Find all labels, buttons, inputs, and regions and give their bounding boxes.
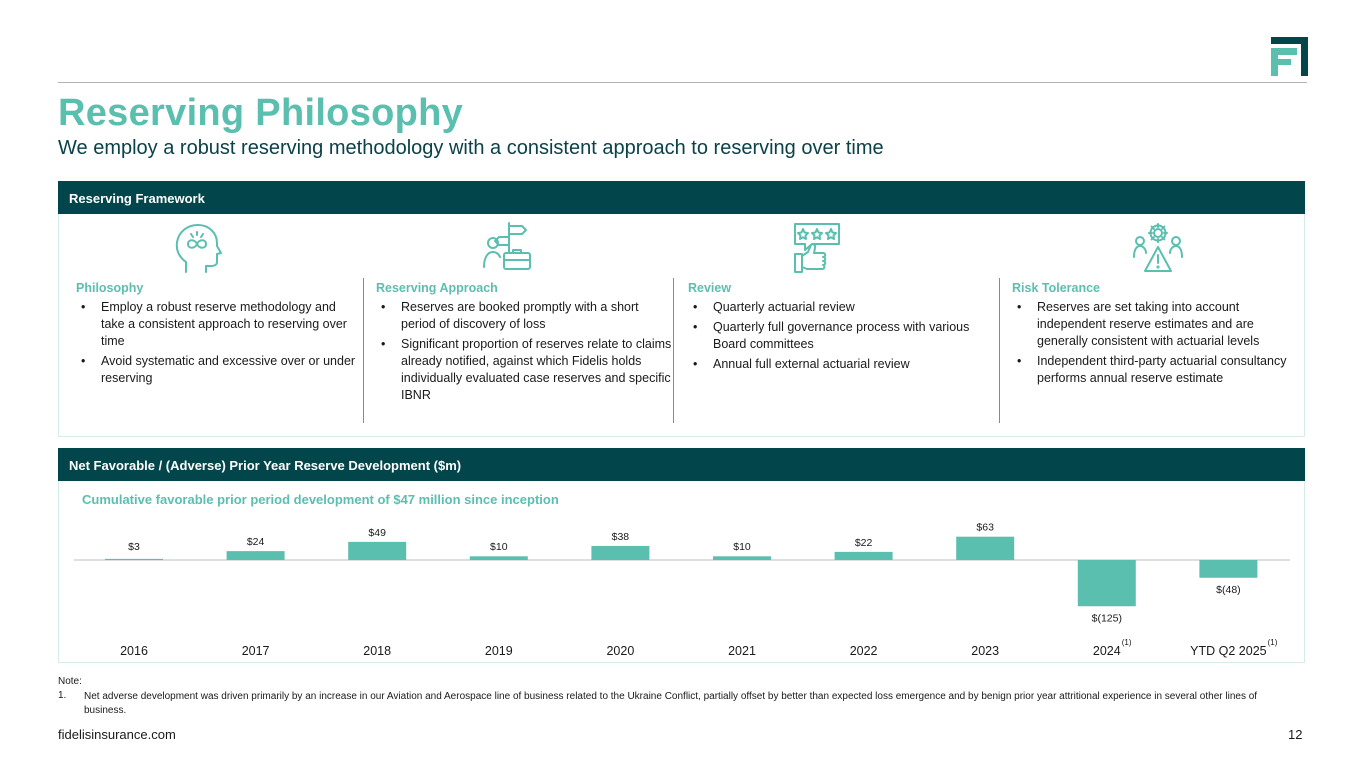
chart-bar [105,559,163,560]
chart-value-label: $10 [733,541,751,553]
chart-footnote-marker: (1) [1267,638,1278,647]
list-item: • Reserves are set taking into account independent reserve estimates and are generally consistent with actuarial levels [1012,299,1297,350]
page-subtitle: We employ a robust reserving methodology with a consistent approach to reserving over time [58,137,884,159]
chart-footnote-marker: (1) [1121,638,1132,647]
note-number: 1. [58,690,67,701]
reserving-framework-header: Reserving Framework [58,181,1305,214]
list-item: • Employ a robust reserve methodology and take a consistent approach to reserving over time [76,299,361,350]
chart-value-label: $49 [368,526,386,539]
chart-value-label: $38 [611,530,630,543]
list-item: • Reserves are booked promptly with a short period of discovery of loss [376,299,676,333]
column-divider [673,278,674,423]
chart-category-label: YTD Q2 2025 [1190,644,1267,658]
chart-category-label: 2021 [728,644,756,658]
chart-value-label: $10 [490,541,508,553]
risk-tolerance-list [1012,299,1297,390]
chart-caption: Cumulative favorable prior period development of $47 million since inception [82,492,559,507]
fidelis-logo-icon [1271,37,1308,76]
reserve-development-chart [70,512,1290,662]
chart-category-label: 2024 [1092,644,1121,658]
footer-website-link[interactable]: fidelisinsurance.com [58,727,176,742]
chart-bar [227,551,285,560]
list-item: • Avoid systematic and excessive over or under reserving [76,353,361,387]
chart-value-label: $(48) [1216,583,1241,596]
chart-bar [1199,560,1257,578]
reserve-development-header: Net Favorable / (Adverse) Prior Year Reserve Development ($m) [58,448,1305,481]
chart-value-label: $(125) [1091,612,1122,625]
chart-category-label: 2019 [484,644,513,658]
list-item: • Independent third-party actuarial consultancy performs annual reserve estimate [1012,353,1297,387]
list-item: • Quarterly actuarial review [688,299,988,316]
chart-category-label: 2018 [363,644,392,658]
page-number: 12 [1288,727,1303,742]
philosophy-list [76,299,361,390]
chart-bar [835,552,893,560]
list-item: • Annual full external actuarial review [688,356,988,373]
chart-bar [956,537,1014,560]
chart-bar [470,556,528,560]
head-infinity-icon [172,222,222,276]
chart-bar [1078,560,1136,606]
column-divider [363,278,364,423]
gear-people-warning-icon [1133,221,1183,275]
column-divider [999,278,1000,423]
chart-category-label: 2017 [241,644,270,658]
review-list [688,299,988,376]
signpost-briefcase-icon [482,221,532,275]
reserving-approach-list [376,299,676,407]
risk-tolerance-heading: Risk Tolerance [1012,281,1101,295]
note-heading: Note: [58,676,82,687]
chart-category-label: 2022 [849,644,878,658]
reserving-approach-heading: Reserving Approach [376,281,498,295]
review-heading: Review [688,281,732,295]
chart-category-label: 2016 [120,644,148,658]
chart-bar [713,556,771,560]
note-text: Net adverse development was driven primarily by an increase in our Aviation and Aerospace line of business related to the Ukraine Conflict, partially offset by better than expected loss emergence and by benign prior year attritional experience in several other lines of business. [84,691,1258,716]
chart-bar [591,546,649,560]
chart-bar [348,542,406,560]
header-divider [58,82,1307,83]
chart-value-label: $63 [976,521,994,534]
chart-value-label: $24 [246,536,265,549]
chart-category-label: 2023 [971,644,1000,658]
chart-category-label: 2020 [606,644,635,658]
page-title: Reserving Philosophy [58,92,464,134]
philosophy-heading: Philosophy [76,281,144,295]
reserving-framework-panel [58,214,1305,437]
list-item: • Significant proportion of reserves relate to claims already notified, against which Fidelis holds individually evaluated case reserves and specific IBNR [376,336,676,404]
list-item: • Quarterly full governance process with various Board committees [688,319,988,353]
chart-value-label: $3 [128,541,140,553]
thumbs-up-rating-icon [792,222,842,276]
chart-value-label: $22 [854,536,873,549]
